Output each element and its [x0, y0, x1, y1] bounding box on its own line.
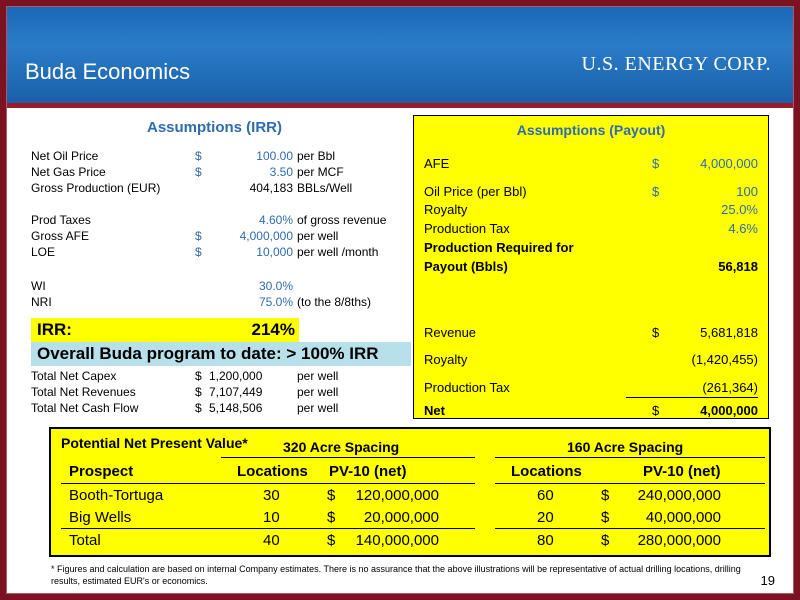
locations-160: 80	[537, 532, 554, 549]
row-unit: per well /month	[297, 245, 379, 259]
dollar-sign: $	[601, 532, 610, 549]
row-value: 56,818	[718, 259, 758, 274]
group-160-header: 160 Acre Spacing	[567, 439, 684, 455]
header-underline-right	[495, 483, 765, 484]
row-label: Payout (Bbls)	[424, 259, 508, 274]
npv-title: Potential Net Present Value*	[61, 435, 248, 451]
col-pv10-320-header: PV-10 (net)	[329, 463, 407, 480]
row-value: 5,681,818	[700, 325, 758, 340]
payout-title: Assumptions (Payout)	[516, 122, 666, 138]
row-label: Net Gas Price	[31, 165, 106, 179]
row-value: 4,000,000	[239, 229, 293, 243]
group-320-header: 320 Acre Spacing	[283, 439, 400, 455]
payout-row	[424, 259, 758, 277]
dollar-sign: $	[195, 245, 202, 259]
row-unit: per well	[297, 369, 339, 383]
row-unit: BBLs/Well	[297, 181, 353, 195]
row-label: Royalty	[424, 352, 468, 367]
npv-table-box	[49, 427, 771, 557]
locations-320: 30	[263, 487, 280, 504]
payout-assumptions-box	[413, 115, 769, 419]
row-value: 10,000	[256, 245, 293, 259]
row-unit: per MCF	[297, 165, 344, 179]
row-value: 5,148,506	[209, 401, 263, 415]
payout-row	[424, 240, 758, 258]
locations-160: 20	[537, 509, 554, 526]
group-160-underline	[495, 457, 765, 458]
irr-row	[25, 229, 415, 245]
dollar-sign: $	[195, 229, 202, 243]
pv10-160: 280,000,000	[637, 532, 721, 549]
row-label: Oil Price (per Bbl)	[424, 184, 527, 199]
row-unit: of gross revenue	[297, 213, 387, 227]
col-locations-160-header: Locations	[511, 463, 582, 480]
row-value: (261,364)	[702, 380, 758, 395]
row-label: Total Net Capex	[31, 369, 117, 383]
irr-value: 214%	[251, 320, 295, 339]
total-row	[25, 369, 415, 385]
payout-row	[424, 380, 758, 398]
pv10-320: 140,000,000	[355, 532, 439, 549]
row-value: 4.60%	[258, 213, 293, 227]
row-label: Production Required for	[424, 240, 574, 255]
locations-160: 60	[537, 487, 554, 504]
dollar-sign: $	[195, 369, 202, 383]
irr-row	[25, 245, 415, 261]
row-value: 4,000,000	[700, 403, 758, 418]
payout-row	[424, 352, 758, 370]
row-value: 30.0%	[258, 279, 293, 293]
page-number: 19	[760, 573, 775, 588]
row-label: Total Net Revenues	[31, 385, 136, 399]
row-value: 25.0%	[721, 202, 758, 217]
row-value: 100.00	[256, 149, 293, 163]
col-pv10-160-header: PV-10 (net)	[643, 463, 721, 480]
row-label: Royalty	[424, 202, 468, 217]
header-underline-left	[61, 483, 475, 484]
dollar-sign: $	[601, 509, 610, 526]
row-label: Gross Production (EUR)	[31, 181, 161, 195]
col-prospect-header: Prospect	[69, 463, 134, 480]
irr-row	[25, 213, 415, 229]
dollar-sign: $	[327, 509, 336, 526]
row-label: Gross AFE	[31, 229, 90, 243]
pv10-320: 20,000,000	[363, 509, 439, 526]
slide-title: Buda Economics	[25, 59, 191, 84]
irr-assumptions-title: Assumptions (IRR)	[147, 119, 282, 136]
dollar-sign: $	[195, 165, 202, 179]
row-value: 3.50	[269, 165, 293, 179]
dollar-sign: $	[601, 487, 610, 504]
payout-row	[424, 184, 758, 202]
col-locations-320-header: Locations	[237, 463, 308, 480]
slide	[6, 6, 794, 594]
payout-row	[424, 403, 758, 421]
header-divider	[7, 103, 793, 108]
prospect-name: Booth-Tortuga	[69, 487, 164, 504]
row-value: 4.6%	[728, 221, 758, 236]
prospect-name: Total	[69, 532, 101, 549]
payout-row	[424, 325, 758, 343]
row-value: 100	[736, 184, 758, 199]
row-label: Production Tax	[424, 221, 510, 236]
irr-label: IRR:	[37, 320, 72, 339]
locations-320: 10	[263, 509, 280, 526]
footnote: * Figures and calculation are based on internal Company estimates. There is no assurance that the above illustrations will be representative of actual drilling locations, drilling results, estimated EUR's or economics.	[51, 564, 741, 586]
irr-result	[31, 318, 299, 342]
row-value: 404,183	[249, 181, 293, 195]
locations-320: 40	[263, 532, 280, 549]
row-label: AFE	[424, 156, 450, 171]
dollar-sign: $	[195, 149, 202, 163]
row-value: 75.0%	[258, 295, 293, 309]
dollar-sign: $	[652, 156, 660, 171]
row-label: LOE	[31, 245, 56, 259]
pv10-320: 120,000,000	[355, 487, 439, 504]
irr-row	[25, 279, 415, 295]
row-label: Prod Taxes	[31, 213, 91, 227]
payout-row	[424, 221, 758, 239]
row-unit: per Bbl	[297, 149, 336, 163]
payout-row	[424, 156, 758, 174]
dollar-sign: $	[327, 532, 336, 549]
row-label: Net	[424, 403, 445, 418]
total-underline-left	[61, 528, 475, 529]
dollar-sign: $	[652, 325, 660, 340]
company-logo: U.S. ENERGY CORP.	[581, 53, 771, 75]
irr-row	[25, 165, 415, 181]
row-label: WI	[31, 279, 46, 293]
row-value: 7,107,449	[209, 385, 263, 399]
total-row	[25, 385, 415, 401]
sum-underline	[626, 397, 758, 398]
row-value: 4,000,000	[700, 156, 758, 171]
pv10-160: 40,000,000	[645, 509, 721, 526]
payout-row	[424, 202, 758, 220]
dollar-sign: $	[327, 487, 336, 504]
row-unit: (to the 8/8ths)	[297, 295, 372, 309]
dollar-sign: $	[652, 184, 660, 199]
dollar-sign: $	[652, 403, 660, 418]
row-unit: per well	[297, 229, 339, 243]
row-label: Production Tax	[424, 380, 510, 395]
dollar-sign: $	[195, 401, 202, 415]
row-unit: per well	[297, 385, 339, 399]
prospect-name: Big Wells	[69, 509, 132, 526]
overall-program-banner: Overall Buda program to date: > 100% IRR	[31, 342, 411, 366]
irr-row	[25, 295, 415, 311]
row-value: (1,420,455)	[691, 352, 758, 367]
total-underline-right	[495, 528, 765, 529]
header-bar	[7, 7, 793, 103]
row-label: Total Net Cash Flow	[31, 401, 139, 415]
row-label: NRI	[31, 295, 52, 309]
total-row	[25, 401, 415, 417]
irr-row	[25, 181, 415, 197]
row-value: 1,200,000	[209, 369, 263, 383]
pv10-160: 240,000,000	[637, 487, 721, 504]
irr-row	[25, 149, 415, 165]
row-label: Revenue	[424, 325, 477, 340]
row-unit: per well	[297, 401, 339, 415]
row-label: Net Oil Price	[31, 149, 99, 163]
group-320-underline	[221, 457, 475, 458]
dollar-sign: $	[195, 385, 202, 399]
